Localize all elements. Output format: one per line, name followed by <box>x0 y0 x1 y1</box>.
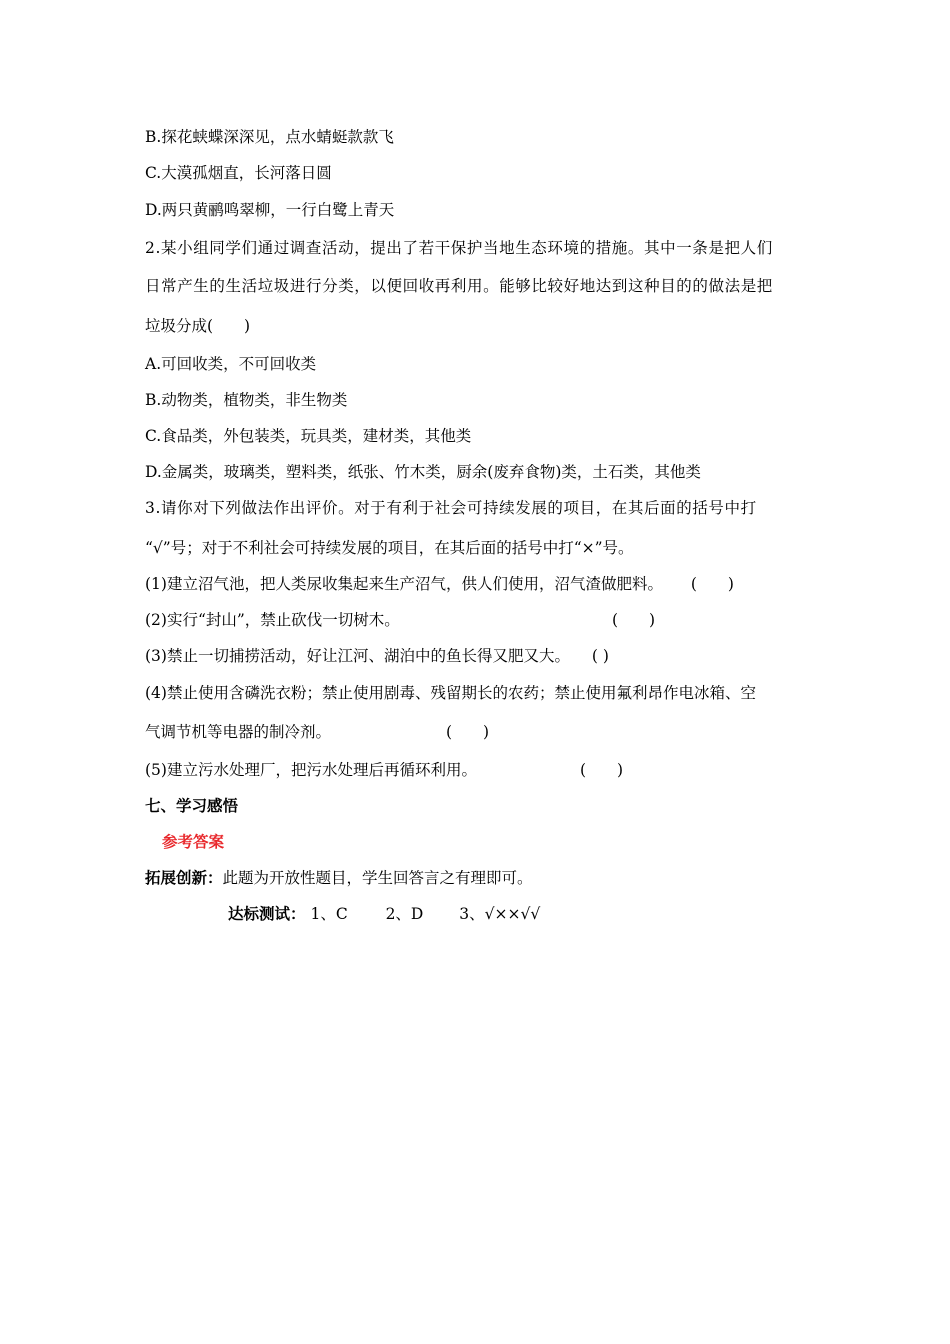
answer-extension-label: 拓展创新： <box>145 869 223 887</box>
answer-test-2: 2、D <box>385 905 424 923</box>
q2-stem-line1: 2.某小组同学们通过调查活动，提出了若干保护当地生态环境的措施。其中一条是把人们 <box>145 239 773 257</box>
q3-stem-line1: 3.请你对下列做法作出评价。对于有利于社会可持续发展的项目，在其后面的括号中打 <box>145 499 757 517</box>
answer-test-1: 1、C <box>310 905 348 923</box>
q3-item-3-text: (3)禁止一切捕捞活动，好让江河、湖泊中的鱼长得又肥又大。 <box>145 647 570 665</box>
answer-test-label: 达标测试： <box>228 905 306 923</box>
q2-option-a: A.可回收类，不可回收类 <box>145 355 317 373</box>
q3-stem-line2: “√”号；对于不利社会可持续发展的项目，在其后面的括号中打“×”号。 <box>145 539 634 557</box>
q2-stem-line3: 垃圾分成( ) <box>145 317 251 335</box>
q1-option-b: B.探花蛱蝶深深见，点水蜻蜓款款飞 <box>145 128 394 146</box>
q3-item-2-text: (2)实行“封山”，禁止砍伐一切树木。 <box>145 611 400 629</box>
q3-item-3-answer-paren: ( ) <box>591 647 609 665</box>
q3-item-4-answer-paren: ( ) <box>446 723 490 741</box>
q3-item-1 <box>145 574 734 594</box>
q3-item-1-text: (1)建立沼气池，把人类尿收集起来生产沼气，供人们使用，沼气渣做肥料。 <box>145 575 663 593</box>
section-7-heading: 七、学习感悟 <box>145 797 239 815</box>
q3-item-4-line2: 气调节机等电器的制冷剂。 <box>145 723 332 741</box>
q3-item-2-answer-paren: ( ) <box>612 611 656 629</box>
q2-option-b: B.动物类，植物类，非生物类 <box>145 391 348 409</box>
q3-item-5-answer-paren: ( ) <box>580 761 624 779</box>
q3-item-2 <box>145 610 400 630</box>
answer-extension <box>145 868 533 888</box>
answer-extension-text: 此题为开放性题目，学生回答言之有理即可。 <box>222 869 533 887</box>
q2-option-d: D.金属类，玻璃类，塑料类，纸张、竹木类，厨余(废弃食物)类，土石类，其他类 <box>145 463 701 481</box>
q2-stem-line2: 日常产生的生活垃圾进行分类，以便回收再利用。能够比较好地达到这种目的的做法是把 <box>145 277 773 295</box>
q3-item-4-line1: (4)禁止使用含磷洗衣粉；禁止使用剧毒、残留期长的农药；禁止使用氟利昂作电冰箱、空 <box>145 684 756 702</box>
answers-heading: 参考答案 <box>162 833 225 851</box>
answer-test-3: 3、√××√√ <box>459 905 541 923</box>
q3-item-5-text: (5)建立污水处理厂，把污水处理后再循环利用。 <box>145 761 477 779</box>
q3-item-1-answer-paren: ( ) <box>690 575 734 593</box>
answer-test <box>228 904 540 924</box>
q2-option-c: C.食品类，外包装类，玩具类，建材类，其他类 <box>145 427 472 445</box>
q1-option-c: C.大漠孤烟直，长河落日圆 <box>145 164 332 182</box>
q3-item-3 <box>145 646 609 666</box>
q1-option-d: D.两只黄鹂鸣翠柳，一行白鹭上青天 <box>145 201 395 219</box>
